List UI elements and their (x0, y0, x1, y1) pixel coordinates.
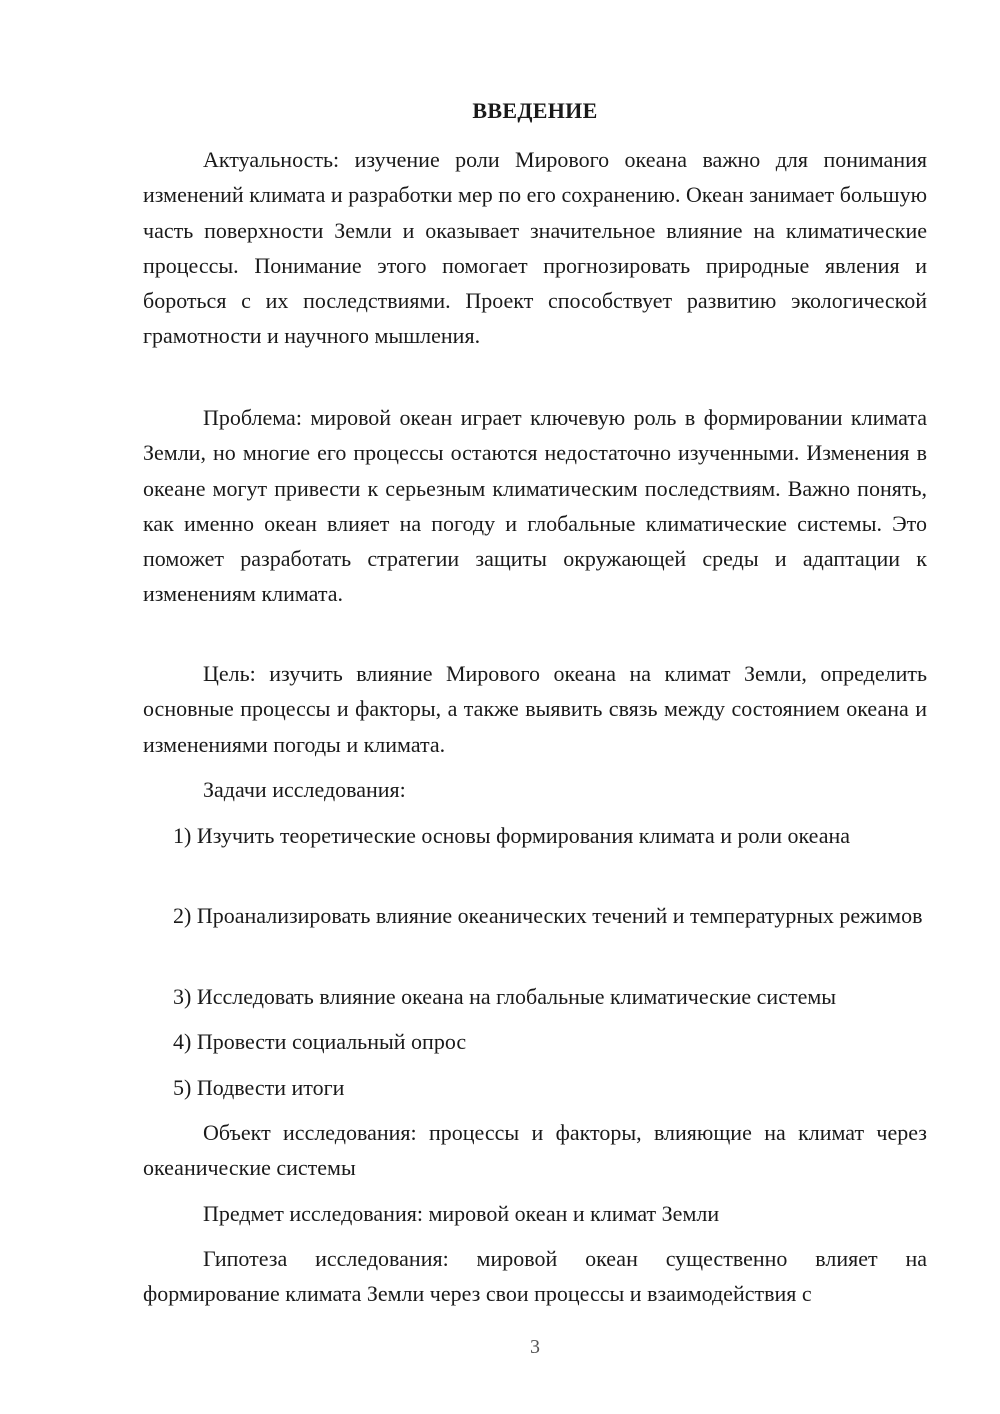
section-heading: ВВЕДЕНИЕ (472, 98, 598, 123)
object-paragraph: Объект исследования: процессы и факторы, влияющие на климат через океанические системы (143, 1120, 927, 1181)
task-item: 1) Изучить теоретические основы формирования климата и роли океана (173, 823, 850, 848)
tasks-title: Задачи исследования: (203, 777, 406, 802)
task-item: 2) Проанализировать влияние океанических течений и температурных режимов (173, 903, 923, 928)
subject-paragraph: Предмет исследования: мировой океан и климат Земли (203, 1201, 720, 1226)
page-number: 3 (530, 1336, 540, 1358)
relevance-paragraph: Актуальность: изучение роли Мирового океана важно для понимания изменений климата и разработки мер по его сохранению. Океан занимает большую часть поверхности Земли и оказывает значительное влияние на климатические процессы. Понимание этого помогает прогнозировать природные явления и бороться с их последствиями. Проект способствует развитию экологической грамотности и научного мышления. (143, 147, 927, 349)
problem-paragraph: Проблема: мировой океан играет ключевую роль в формировании климата Земли, но многие его процессы остаются недостаточно изученными. Изменения в океане могут привести к серьезным климатическим последствиям. Важно понять, как именно океан влияет на погоду и глобальные климатические системы. Это поможет разработать стратегии защиты окружающей среды и адаптации к изменениям климата. (143, 405, 927, 607)
hypothesis-paragraph: Гипотеза исследования: мировой океан существенно влияет на формирование климата Земли через свои процессы и взаимодействия с (143, 1246, 927, 1307)
task-item: 5) Подвести итоги (173, 1075, 345, 1100)
task-item: 4) Провести социальный опрос (173, 1029, 467, 1054)
task-item: 3) Исследовать влияние океана на глобальные климатические системы (173, 984, 837, 1009)
goal-paragraph: Цель: изучить влияние Мирового океана на климат Земли, определить основные процессы и факторы, а также выявить связь между состоянием океана и изменениями погоды и климата. (143, 661, 927, 757)
